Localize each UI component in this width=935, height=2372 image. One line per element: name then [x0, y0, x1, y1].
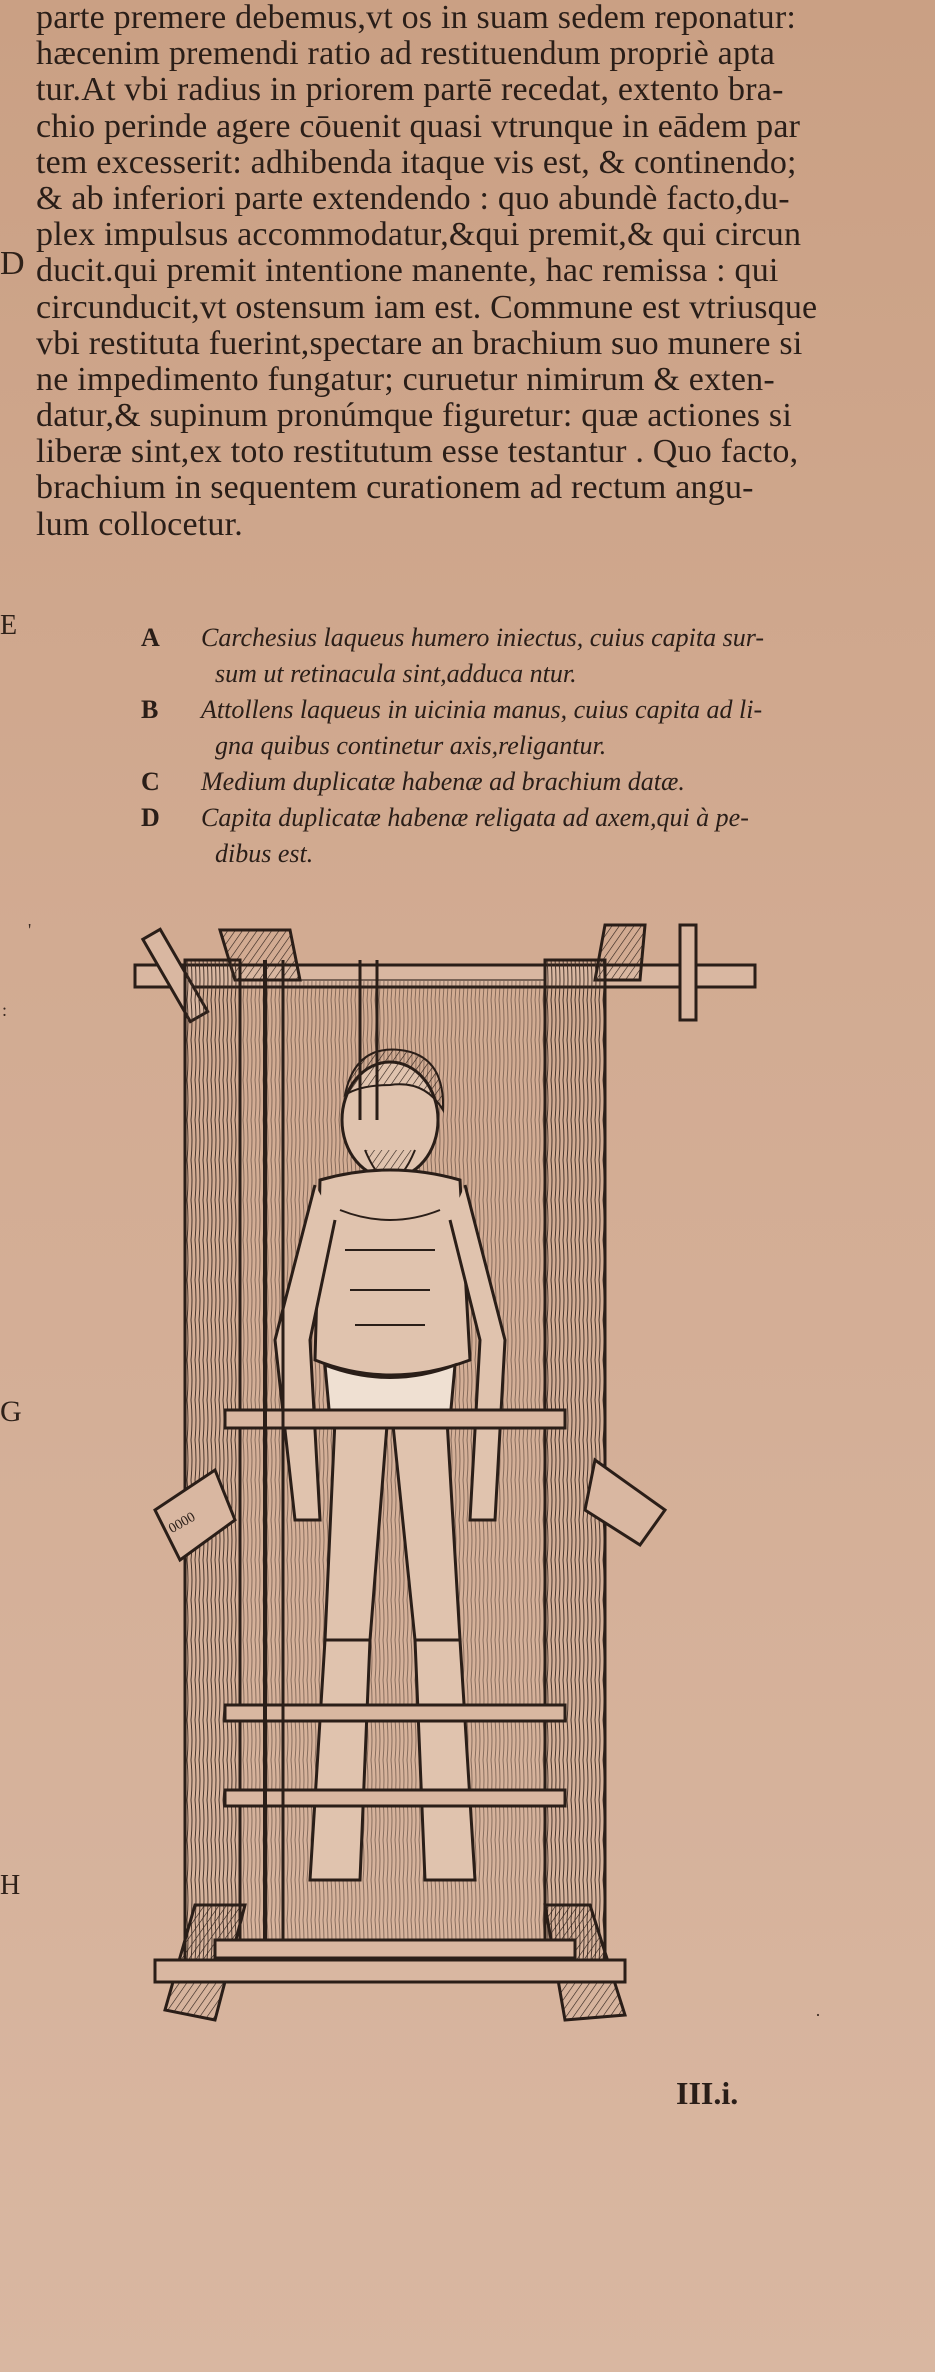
- legend-text: Attollens laqueus in uicinia manus, cuius capita ad li-: [201, 695, 763, 724]
- legend-text: gna quibus continetur axis,religantur.: [215, 731, 607, 760]
- body-text: [36, 0, 896, 543]
- signature-mark: III.i.: [676, 2075, 739, 2111]
- figure-legend: [135, 620, 875, 872]
- peg-label: 0000: [166, 1509, 199, 1537]
- legend-text: Capita duplicatæ habenæ religata ad axem,qui à pe-: [201, 803, 749, 832]
- legend-entry-c: [135, 764, 875, 800]
- body-line: brachium in sequentem curationem ad rectum angu-: [36, 469, 754, 507]
- legend-text: sum ut retinacula sint,adduca ntur.: [215, 659, 577, 688]
- legend-key: D: [141, 803, 160, 832]
- body-line: parte premere debemus,vt os in suam sedem reponatur:: [36, 0, 797, 36]
- body-line: ducit.qui premit intentione manente, hac remissa : qui: [36, 252, 779, 290]
- legend-entry-d: [135, 800, 875, 872]
- margin-letter-d: D: [0, 245, 25, 282]
- legend-text: dibus est.: [215, 839, 314, 868]
- body-line: ne impedimento fungatur; curuetur nimirum & exten-: [36, 360, 775, 398]
- margin-mark: ·: [815, 2005, 821, 2025]
- body-line: tem excesserit: adhibenda itaque vis est, & continendo;: [36, 143, 797, 181]
- body-line: liberæ sint,ex toto restitutum esse testantur . Quo facto,: [36, 433, 799, 471]
- margin-mark: ': [28, 920, 32, 940]
- body-line: vbi restituta fuerint,spectare an brachium suo munere si: [36, 324, 803, 362]
- legend-key: C: [141, 767, 160, 796]
- legend-key: B: [141, 695, 159, 724]
- body-line: & ab inferiori parte extendendo : quo abundè facto,du-: [36, 179, 790, 217]
- body-line: plex impulsus accommodatur,&qui premit,& qui circun: [36, 216, 802, 254]
- legend-entry-b: [135, 692, 875, 764]
- legend-entry-a: [135, 620, 875, 692]
- body-line: circunducit,vt ostensum iam est. Commune est vtriusque: [36, 288, 818, 326]
- body-line: tur.At vbi radius in priorem partē recedat, extento bra-: [36, 71, 784, 109]
- margin-letter-e: E: [0, 610, 18, 641]
- legend-text: Carchesius laqueus humero iniectus, cuius capita sur-: [201, 623, 764, 652]
- body-line: lum collocetur.: [36, 505, 243, 543]
- body-line: datur,& supinum pronúmque figuretur: quæ actiones si: [36, 397, 792, 435]
- legend-text: Medium duplicatæ habenæ ad brachium datæ.: [201, 767, 685, 796]
- body-line: chio perinde agere cōuenit quasi vtrunque in eādem par: [36, 107, 801, 145]
- margin-letter-g: G: [0, 1395, 22, 1428]
- legend-key: A: [141, 623, 160, 652]
- margin-mark: :: [2, 1000, 8, 1020]
- woodcut-illustration: [125, 920, 765, 2045]
- margin-letter-h: H: [0, 1870, 21, 1901]
- body-line: hæcenim premendi ratio ad restituendum propriè apta: [36, 35, 776, 73]
